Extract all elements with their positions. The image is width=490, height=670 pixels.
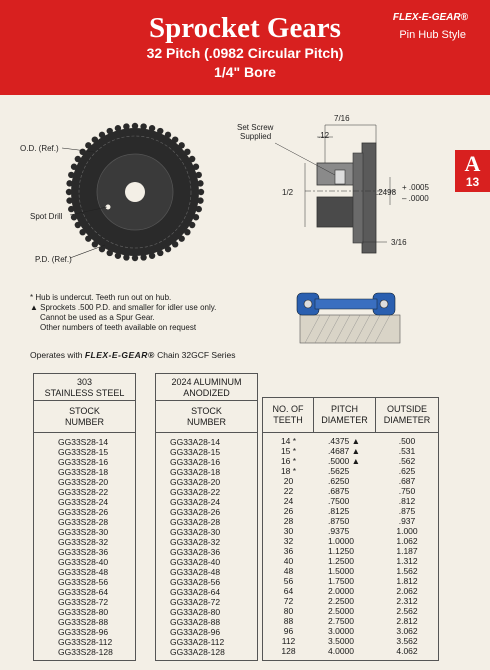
stainless-stock-number: GG33S28-64 xyxy=(58,587,109,597)
specs-row xyxy=(263,626,438,636)
aluminum-stock-number: GG33A28-22 xyxy=(170,487,221,497)
outside-diameter: 3.562 xyxy=(396,636,418,646)
outside-diameter: 1.562 xyxy=(396,566,418,576)
specs-row xyxy=(263,556,438,566)
aluminum-stock-number: GG33A28-48 xyxy=(170,567,221,577)
specs-row xyxy=(263,596,438,606)
stainless-stock-number: GG33S28-26 xyxy=(58,507,109,517)
operates-prefix: Operates with xyxy=(30,350,83,360)
teeth-count: 40 xyxy=(283,556,294,566)
stainless-rows xyxy=(34,433,135,657)
pitch-diameter: .6875 xyxy=(328,486,350,496)
pitch-diameter: .7500 xyxy=(328,496,350,506)
pitch-diameter: 1.7500 xyxy=(328,576,354,586)
specs-col-teeth-line1: NO. OF xyxy=(272,404,304,414)
aluminum-stock-number: GG33A28-72 xyxy=(170,597,221,607)
specs-rows xyxy=(263,433,438,656)
pitch-diameter: .5625 xyxy=(328,466,350,476)
stainless-stock-number: GG33S28-16 xyxy=(58,457,109,467)
specs-row xyxy=(263,516,438,526)
specs-col-pitch-diameter xyxy=(314,398,376,432)
aluminum-stock-number: GG33A28-32 xyxy=(170,537,221,547)
stainless-column-header xyxy=(34,401,135,433)
pitch-diameter: .8750 xyxy=(328,516,350,526)
stainless-stock-number: GG33S28-18 xyxy=(58,467,109,477)
outside-diameter: .625 xyxy=(398,466,416,476)
stainless-stock-number: GG33S28-48 xyxy=(58,567,109,577)
specs-row xyxy=(263,466,438,476)
teeth-count: 88 xyxy=(283,616,294,626)
specs-col-outside-diameter xyxy=(376,398,438,432)
specs-table xyxy=(262,397,439,661)
aluminum-material-header xyxy=(156,374,257,401)
stainless-stock-number: GG33S28-14 xyxy=(58,437,109,447)
outside-diameter: 2.562 xyxy=(396,606,418,616)
outside-diameter: 1.000 xyxy=(396,526,418,536)
od-ref-label: O.D. (Ref.) xyxy=(20,144,59,153)
stainless-stock-number: GG33S28-80 xyxy=(58,607,109,617)
aluminum-stock-number: GG33A28-40 xyxy=(170,557,221,567)
aluminum-rows xyxy=(156,433,257,657)
aluminum-header-finish: ANODIZED xyxy=(183,388,230,398)
outside-diameter: .500 xyxy=(398,436,416,446)
aluminum-stock-number: GG33A28-56 xyxy=(170,577,221,587)
spot-drill-label: Spot Drill xyxy=(30,212,63,221)
aluminum-stock-number: GG33A28-26 xyxy=(170,507,221,517)
stainless-stock-number: GG33S28-112 xyxy=(58,637,113,647)
specs-row xyxy=(263,566,438,576)
outside-diameter: 1.187 xyxy=(396,546,418,556)
dim-point-twelve: .12 xyxy=(318,131,330,140)
stainless-stock-number: GG33S28-36 xyxy=(58,547,109,557)
teeth-count: 14 * xyxy=(280,436,297,446)
specs-row xyxy=(263,576,438,586)
bore-subtitle: 1/4" Bore xyxy=(214,64,276,80)
tolerance-plus: + .0005 xyxy=(402,183,429,192)
stainless-header-grade: 303 xyxy=(76,377,93,387)
specs-row xyxy=(263,536,438,546)
specs-row xyxy=(263,586,438,596)
aluminum-stock-number: GG33A28-112 xyxy=(170,637,225,647)
pitch-diameter: 3.5000 xyxy=(328,636,354,646)
teeth-count: 128 xyxy=(281,646,296,656)
outside-diameter: .875 xyxy=(398,506,416,516)
outside-diameter: 2.812 xyxy=(396,616,418,626)
note-other-teeth: Other numbers of teeth available on request xyxy=(40,323,197,332)
outside-diameter: .687 xyxy=(398,476,416,486)
stainless-stock-number: GG33S28-24 xyxy=(58,497,109,507)
tolerance-minus: – .0000 xyxy=(402,194,429,203)
tab-letter: A xyxy=(464,151,481,176)
stainless-stock-number: GG33S28-32 xyxy=(58,537,109,547)
specs-row xyxy=(263,446,438,456)
specs-column-headers xyxy=(263,398,438,433)
page-title: Sprocket Gears xyxy=(149,12,341,44)
stainless-table xyxy=(33,373,136,661)
pitch-diameter: 1.5000 xyxy=(328,566,354,576)
teeth-count: 16 * xyxy=(280,456,297,466)
outside-diameter: .750 xyxy=(398,486,416,496)
stainless-col-number: NUMBER xyxy=(64,417,104,427)
dim-half: 1/2 xyxy=(282,188,294,197)
aluminum-stock-number: GG33A28-128 xyxy=(170,647,225,657)
teeth-count: 22 xyxy=(283,486,294,496)
pitch-diameter: 1.1250 xyxy=(328,546,354,556)
brand-logo: FLEX-E-GEAR® xyxy=(392,12,468,23)
specs-row xyxy=(263,476,438,486)
outside-diameter: .562 xyxy=(398,456,416,466)
hub-style-label: Pin Hub Style xyxy=(399,29,466,41)
aluminum-column-header xyxy=(156,401,257,433)
teeth-count: 56 xyxy=(283,576,294,586)
aluminum-stock-number: GG33A28-24 xyxy=(170,497,221,507)
pitch-diameter: 2.2500 xyxy=(328,596,354,606)
specs-col-pitch-line2: DIAMETER xyxy=(321,415,368,425)
aluminum-stock-number: GG33A28-80 xyxy=(170,607,221,617)
aluminum-stock-number: GG33A28-16 xyxy=(170,457,221,467)
specs-row xyxy=(263,456,438,466)
pitch-diameter: .4375 ▲ xyxy=(328,436,361,446)
teeth-count: 112 xyxy=(281,636,296,646)
dim-bore: .2498 xyxy=(376,188,397,197)
aluminum-stock-number: GG33A28-14 xyxy=(170,437,221,447)
outside-diameter: .812 xyxy=(398,496,416,506)
aluminum-col-stock: STOCK xyxy=(191,406,222,416)
stainless-stock-number: GG33S28-15 xyxy=(58,447,109,457)
specs-row xyxy=(263,616,438,626)
teeth-count: 72 xyxy=(283,596,294,606)
outside-diameter: 1.062 xyxy=(396,536,418,546)
specs-col-pitch-line1: PITCH xyxy=(331,404,358,414)
teeth-count: 24 xyxy=(283,496,294,506)
specs-col-outside-line2: DIAMETER xyxy=(383,415,431,425)
chain-diagram xyxy=(295,285,405,345)
pitch-diameter: .4687 ▲ xyxy=(328,446,361,456)
aluminum-table xyxy=(155,373,258,661)
pitch-diameter: 2.5000 xyxy=(328,606,354,616)
stainless-stock-number: GG33S28-88 xyxy=(58,617,109,627)
pitch-diameter: .9375 xyxy=(328,526,350,536)
aluminum-stock-number: GG33A28-18 xyxy=(170,467,221,477)
specs-row xyxy=(263,436,438,446)
teeth-count: 20 xyxy=(283,476,294,486)
stainless-col-stock: STOCK xyxy=(69,406,100,416)
operates-brand-logo: FLEX-E-GEAR® xyxy=(84,350,155,360)
stainless-stock-number: GG33S28-128 xyxy=(58,647,113,657)
pitch-diameter: .8125 xyxy=(328,506,350,516)
stainless-stock-number: GG33S28-96 xyxy=(58,627,109,637)
outside-diameter: 3.062 xyxy=(396,626,418,636)
specs-row xyxy=(263,636,438,646)
specs-col-teeth-line2: TEETH xyxy=(273,415,303,425)
specs-col-outside-line1: OUTSIDE xyxy=(386,404,427,414)
operates-with-line xyxy=(30,350,236,360)
specs-row xyxy=(263,506,438,516)
aluminum-stock-number: GG33A28-30 xyxy=(170,527,221,537)
pitch-diameter: 3.0000 xyxy=(328,626,354,636)
outside-diameter: 1.312 xyxy=(396,556,418,566)
specs-row xyxy=(263,646,438,656)
teeth-count: 80 xyxy=(283,606,294,616)
specs-col-teeth xyxy=(263,398,314,432)
note-spur: Cannot be used as a Spur Gear. xyxy=(40,313,155,322)
dim-three-sixteenths: 3/16 xyxy=(391,238,407,247)
operates-suffix: Chain 32GCF Series xyxy=(157,350,236,360)
pitch-diameter: .6250 xyxy=(328,476,350,486)
teeth-count: 96 xyxy=(283,626,294,636)
stainless-header-material: STAINLESS STEEL xyxy=(44,388,125,398)
teeth-count: 36 xyxy=(283,546,294,556)
tab-number: 13 xyxy=(465,175,480,189)
teeth-count: 64 xyxy=(283,586,294,596)
outside-diameter: .531 xyxy=(398,446,416,456)
stainless-stock-number: GG33S28-20 xyxy=(58,477,109,487)
teeth-count: 26 xyxy=(283,506,294,516)
specs-row xyxy=(263,496,438,506)
pitch-diameter: 2.7500 xyxy=(328,616,354,626)
teeth-count: 48 xyxy=(283,566,294,576)
aluminum-stock-number: GG33A28-28 xyxy=(170,517,221,527)
teeth-count: 15 * xyxy=(280,446,297,456)
pd-ref-label: P.D. (Ref.) xyxy=(35,255,72,264)
specs-row xyxy=(263,526,438,536)
outside-diameter: 2.312 xyxy=(396,596,418,606)
outside-diameter: 1.812 xyxy=(396,576,418,586)
specs-row xyxy=(263,546,438,556)
teeth-count: 18 * xyxy=(280,466,297,476)
stainless-stock-number: GG33S28-28 xyxy=(58,517,109,527)
aluminum-stock-number: GG33A28-88 xyxy=(170,617,221,627)
pitch-subtitle: 32 Pitch (.0982 Circular Pitch) xyxy=(146,45,344,61)
stainless-stock-number: GG33S28-30 xyxy=(58,527,109,537)
notes-block xyxy=(30,293,216,333)
note-idler: ▲ Sprockets .500 P.D. and smaller for idler use only. xyxy=(30,303,217,312)
set-screw-label-1: Set Screw xyxy=(237,123,274,132)
stainless-stock-number: GG33S28-56 xyxy=(58,577,109,587)
specs-row xyxy=(263,606,438,616)
pitch-diameter: 2.0000 xyxy=(328,586,354,596)
outside-diameter: 2.062 xyxy=(396,586,418,596)
aluminum-stock-number: GG33A28-36 xyxy=(170,547,221,557)
dim-seven-sixteenths: 7/16 xyxy=(334,114,350,123)
aluminum-stock-number: GG33A28-15 xyxy=(170,447,221,457)
pitch-diameter: 4.0000 xyxy=(328,646,354,656)
aluminum-stock-number: GG33A28-20 xyxy=(170,477,221,487)
pitch-diameter: 1.0000 xyxy=(328,536,354,546)
teeth-count: 30 xyxy=(283,526,294,536)
outside-diameter: .937 xyxy=(398,516,416,526)
teeth-count: 32 xyxy=(283,536,294,546)
pitch-diameter: .5000 ▲ xyxy=(328,456,361,466)
stainless-material-header xyxy=(34,374,135,401)
teeth-count: 28 xyxy=(283,516,294,526)
outside-diameter: 4.062 xyxy=(396,646,418,656)
aluminum-header-grade: 2024 ALUMINUM xyxy=(171,377,242,387)
aluminum-stock-number: GG33A28-96 xyxy=(170,627,221,637)
set-screw-label-2: Supplied xyxy=(240,132,272,141)
note-undercut: * Hub is undercut. Teeth run out on hub. xyxy=(30,293,172,302)
specs-row xyxy=(263,486,438,496)
stainless-stock-number: GG33S28-22 xyxy=(58,487,109,497)
stainless-stock-number: GG33S28-40 xyxy=(58,557,109,567)
stainless-stock-number: GG33S28-72 xyxy=(58,597,109,607)
aluminum-col-number: NUMBER xyxy=(186,417,226,427)
pitch-diameter: 1.2500 xyxy=(328,556,354,566)
aluminum-stock-number: GG33A28-64 xyxy=(170,587,221,597)
